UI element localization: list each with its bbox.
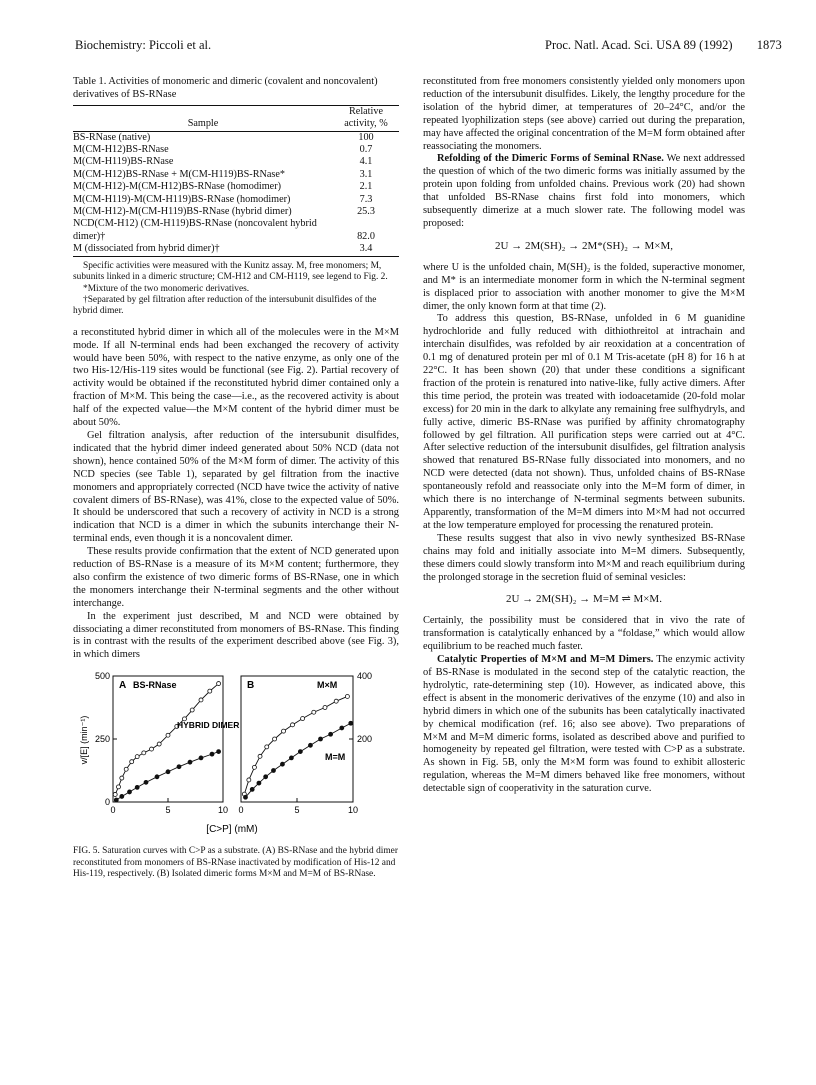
data-point: [264, 775, 268, 779]
running-header-left: Biochemistry: Piccoli et al.: [75, 38, 212, 52]
table1-body: [73, 131, 399, 256]
table1-row: [73, 181, 399, 193]
data-point: [257, 781, 261, 785]
data-point: [345, 695, 349, 699]
table1-cell-activity: 82.0: [357, 230, 375, 242]
data-point: [250, 788, 254, 792]
x-tick-label: 5: [165, 805, 171, 816]
table1-cell-sample: M(CM-H12)BS-RNase: [73, 144, 169, 156]
table1-footnote-star: *Mixture of the two monomeric derivatives.: [83, 283, 250, 294]
data-point: [291, 723, 295, 727]
table1-cell-activity: 0.7: [359, 144, 373, 156]
data-point: [166, 734, 170, 738]
data-point: [166, 770, 170, 774]
table1-cell-activity: 4.1: [359, 156, 373, 168]
equation-2: 2U → 2M(SH)₂ → M=M ⇌ M×M.: [506, 593, 662, 606]
table1-row: [73, 144, 399, 156]
table1-cell-activity: 3.1: [359, 168, 373, 180]
data-point: [252, 766, 256, 770]
table1-cell-activity: 7.3: [359, 193, 373, 205]
data-point: [349, 722, 353, 726]
refolding-text: We next addressed the question of which of the two dimeric forms was initially assumed by the protein upon folding from unfolded chains. Previous work (20) had shown that unfolded BS-RNase chains first fold into monomers, which subsequently dimerize at a much slower rate. The following model was proposed:: [423, 153, 745, 229]
table1-row: [73, 156, 399, 168]
y-tick-label: 400: [357, 671, 373, 682]
x-tick-label: 5: [294, 805, 300, 816]
body-paragraph: To address this question, BS-RNase, unfolded in 6 M guanidine hydrochloride and fully reduced with dithiothreitol at intrachain and interchain disulfides, was refolded by air reoxidation at a concentration of 0.1 mg of denatured protein per ml of 0.1 M Tris-acetate (pH 8) for 16 h at 22°C. It has been shown (20) that under these conditions a significant fraction of the protein is renatured into native-like, fully active dimers. After this time period, the protein was treated with iodoacetamide (20-fold molar excess) for 20 min in the dark to alkylate any remaining free sulfhydryls, and fully active, dimeric BS-RNase was purified by affinity chromatography followed by gel filtration. All purification steps were carried out at 4°C. After selective reduction of the intersubunit disulfides, gel filtration analysis showed that renatured BS-RNase fully dissociated into monomers, and no NCD were detected (data not shown). Thus, unfolded chains of BS-RNase spontaneously refold and reassociate only into the M=M form of dimer, in which there is no interchange of N-terminal segments between subunits. Apparently, transformation of the M=M dimers into M×M had not occurred at the low temperature employed for processing the renatured protein.: [423, 313, 745, 531]
equation-1: 2U → 2M(SH)₂ → 2M*(SH)₂ → M×M,: [495, 239, 673, 252]
data-point: [142, 751, 146, 755]
table1-caption: Table 1. Activities of monomeric and dimeric (covalent and noncovalent) derivatives of BS-RNase: [73, 76, 378, 100]
table1-cell-sample: M(CM-H12)-M(CM-H12)BS-RNase (homodimer): [73, 181, 281, 193]
body-paragraph: These results suggest that also in vivo newly synthesized BS-RNase chains may fold and initially associate into M=M dimers. Subsequently, these dimers could slowly transform into M×M and reach equilibrium during the prolonged storage in the secretion fluid of seminal vesicles:: [423, 532, 745, 583]
table1-cell-sample: M(CM-H119)BS-RNase: [73, 156, 174, 168]
journal-citation: Proc. Natl. Acad. Sci. USA 89 (1992): [545, 38, 733, 52]
body-paragraph: Gel filtration analysis, after reduction of the intersubunit disulfides, indicated that the hybrid dimer indeed generated about 50% NCD (data not shown), hence contained 50% of the M×M form of dimer. The activity of this NCD species (see Table 1), separated by gel filtration from the inactive monomers and appropriately corrected (NCD have twice the activity of native covalent dimers of BS-RNase), was 41%, close to the expected value of 50%. It should be underscored that such a recovery of activity in NCD is a strong indication that NCD is a dimer in which the subunits interchange their N-terminal ends, even though it is a noncovalent dimer.: [73, 429, 399, 545]
table1-cell-activity: 100: [358, 131, 374, 143]
catalytic-section: [423, 654, 745, 796]
body-paragraph: Certainly, the possibility must be considered that in vivo the rate of transformation is catalytically enhanced by a “foldase,” which would allow equilibrium to be reached much faster.: [423, 615, 745, 653]
y-tick-label: 250: [94, 734, 110, 745]
table1-cell-activity: 25.3: [357, 206, 375, 218]
data-point: [301, 717, 305, 721]
figure5-chart: [73, 668, 399, 842]
table1-cell-sample: BS-RNase (native): [73, 131, 151, 143]
y-axis-title: v/[E] (min⁻¹): [79, 715, 89, 765]
figure5-panel-a: [95, 671, 239, 815]
data-point: [271, 769, 275, 773]
data-point: [282, 729, 286, 733]
data-point: [247, 778, 251, 782]
data-point: [190, 708, 194, 712]
data-point: [273, 737, 277, 741]
data-point: [312, 711, 316, 715]
data-point: [128, 790, 132, 794]
table1-cell-sample: M(CM-H12)BS-RNase + M(CM-H119)BS-RNase*: [73, 168, 285, 180]
table1-row: [73, 194, 399, 206]
data-point: [157, 742, 161, 746]
data-point: [199, 756, 203, 760]
table1-row: [73, 218, 399, 243]
data-point: [210, 752, 214, 756]
refolding-heading: Refolding of the Dimeric Forms of Seminal RNase.: [437, 153, 664, 165]
series-label: BS-RNase: [133, 680, 177, 691]
left-column: [73, 76, 399, 881]
table1-cell-sample: M(CM-H12)-M(CM-H119)BS-RNase (hybrid dimer): [73, 206, 292, 218]
x-tick-label: 0: [110, 805, 116, 816]
catalytic-heading: Catalytic Properties of M×M and M=M Dimers.: [437, 654, 654, 666]
refolding-section: [423, 153, 745, 230]
figure5-caption: FIG. 5. Saturation curves with C>P as a substrate. (A) BS-RNase and the hybrid dimer reconstituted from monomers of BS-RNase inactivated by modification of His-12 and His-119, respectively. (B) Isolated dimeric forms M×M and M=M of BS-RNase.: [73, 846, 398, 880]
table1-cell-activity: 2.1: [359, 181, 373, 193]
series-label: HYBRID DIMER: [177, 720, 240, 731]
x-tick-label: 10: [217, 805, 229, 816]
table1-header-activity: Relative activity, %: [344, 105, 388, 130]
data-point: [289, 756, 293, 760]
table1-cell-sample: M (dissociated from hybrid dimer)†: [73, 243, 333, 256]
running-header-right: [545, 38, 782, 53]
body-paragraph: These results provide confirmation that the extent of NCD generated upon reduction of BS-RNase is a measure of its M×M content; furthermore, they also confirm the existence of two dimeric forms of BS-RNase, one in which the monomers interchange their N-terminal segments and the other without interchange.: [73, 546, 399, 609]
data-point: [217, 682, 221, 686]
data-point: [135, 786, 139, 790]
data-point: [217, 750, 221, 754]
body-paragraph: reconstituted from free monomers consistently yielded only monomers upon reduction of the intersubunit disulfides. Likely, the lengthy procedure for the isolation of the hybrid dimer, at temperatures of 20–24°C, and/or the repeated lyophilization steps (see above) carried out during the preparation, may have affected the original concentration of the M=M form obtained after reassociating the monomers.: [423, 76, 745, 152]
data-point: [150, 747, 154, 751]
data-point: [113, 793, 117, 797]
table1-cell-activity: 3.4: [333, 243, 399, 256]
y-tick-label: 500: [94, 671, 110, 682]
data-point: [155, 775, 159, 779]
data-point: [120, 776, 124, 780]
data-point: [319, 737, 323, 741]
table1-cell-sample: NCD(CM-H12) (CM-H119)BS-RNase (noncovalent hybrid dimer)†: [73, 218, 317, 242]
data-point: [120, 795, 124, 799]
table1-footnote-dagger: †Separated by gel filtration after reduction of the intersubunit disulfides of the hybrid dimer.: [73, 294, 377, 317]
table1-row: [73, 131, 399, 144]
data-point: [188, 760, 192, 764]
panel-letter: A: [119, 680, 127, 692]
table1: [73, 105, 399, 257]
catalytic-text: The enzymic activity of BS-RNase is modulated in the second step of the catalytic reaction, the hydrolytic, rate-determining step (10). However, as indicated above, this effect is absent in the monomeric derivatives of the enzyme (10) and also in hybrid dimers in which one of the subunits has been catalytically inactivated by chemical modification (ref. 16; also see above). Two preparations of M×M and M=M dimeric forms, isolated as described above and purified to homogeneity by repeated gel filtration, were tested with C>P as a substrate. As shown in Fig. 5B, only the M×M form was found to exhibit allosteric regulation, whereas the M=M dimers behaved like free monomers, without detectable sign of cooperativity in the saturation curve.: [423, 654, 746, 795]
page-number: 1873: [756, 38, 782, 52]
body-paragraph: where U is the unfolded chain, M(SH)₂ is the folded, superactive monomer, and M* is an intermediate monomer form in which the N-terminal segment is displaced prior to association with another monomer to give the M×M dimer, the only known form at that time (2).: [423, 261, 745, 312]
data-point: [144, 781, 148, 785]
data-point: [177, 765, 181, 769]
y-tick-label: 200: [357, 734, 373, 745]
body-paragraph: a reconstituted hybrid dimer in which all of the molecules were in the M×M mode. If all N-terminal ends had been exchanged the recovery of activity would have been 50%, with respect to the native enzyme, as only one of the two His-12/His-119 sites would be functional (see Fig. 2). Partial recovery of activity would be obtained if the reconstituted hybrid dimer contained only a fraction of M×M. This being the case—i.e., as the recovered activity is about half of the expected value—the M×M content of the hybrid dimer must be about 50%.: [73, 326, 399, 429]
table1-header-sample: Sample: [187, 118, 219, 130]
series-label: M×M: [317, 680, 338, 691]
data-point: [340, 726, 344, 730]
data-point: [208, 689, 212, 693]
table1-row: [73, 206, 399, 218]
data-point: [243, 796, 247, 800]
data-point: [114, 798, 118, 802]
data-point: [323, 706, 327, 710]
data-point: [135, 755, 139, 759]
data-point: [280, 762, 284, 766]
data-point: [308, 744, 312, 748]
x-tick-label: 0: [238, 805, 244, 816]
data-point: [334, 699, 338, 703]
data-point: [329, 733, 333, 737]
figure5-panel-b: [238, 671, 372, 815]
right-column: [423, 76, 745, 796]
series-line: [244, 697, 347, 795]
y-tick-label: 0: [104, 797, 110, 808]
series-label: M=M: [325, 752, 346, 763]
table1-row: [73, 169, 399, 181]
data-point: [130, 760, 134, 764]
data-point: [199, 698, 203, 702]
x-axis-title: [C>P] (mM): [206, 824, 258, 836]
data-point: [124, 768, 128, 772]
data-point: [298, 750, 302, 754]
table1-row: [73, 243, 399, 256]
panel-letter: B: [247, 680, 255, 692]
table1-footnote-general: Specific activities were measured with the Kunitz assay. M, free monomers; M, subunits linked in a dimeric structure; CM-H12 and CM-H119, see legend to Fig. 2.: [73, 260, 388, 283]
data-point: [258, 755, 262, 759]
data-point: [117, 785, 121, 789]
x-tick-label: 10: [347, 805, 359, 816]
table1-cell-sample: M(CM-H119)-M(CM-H119)BS-RNase (homodimer): [73, 193, 291, 205]
data-point: [265, 745, 269, 749]
table1-footnotes: [73, 261, 399, 318]
body-paragraph: In the experiment just described, M and NCD were obtained by dissociating a dimer reconstituted from monomers of BS-RNase. This finding is in contrast with the results of the experiment described above (see Fig. 3), in which dimers: [73, 610, 399, 661]
